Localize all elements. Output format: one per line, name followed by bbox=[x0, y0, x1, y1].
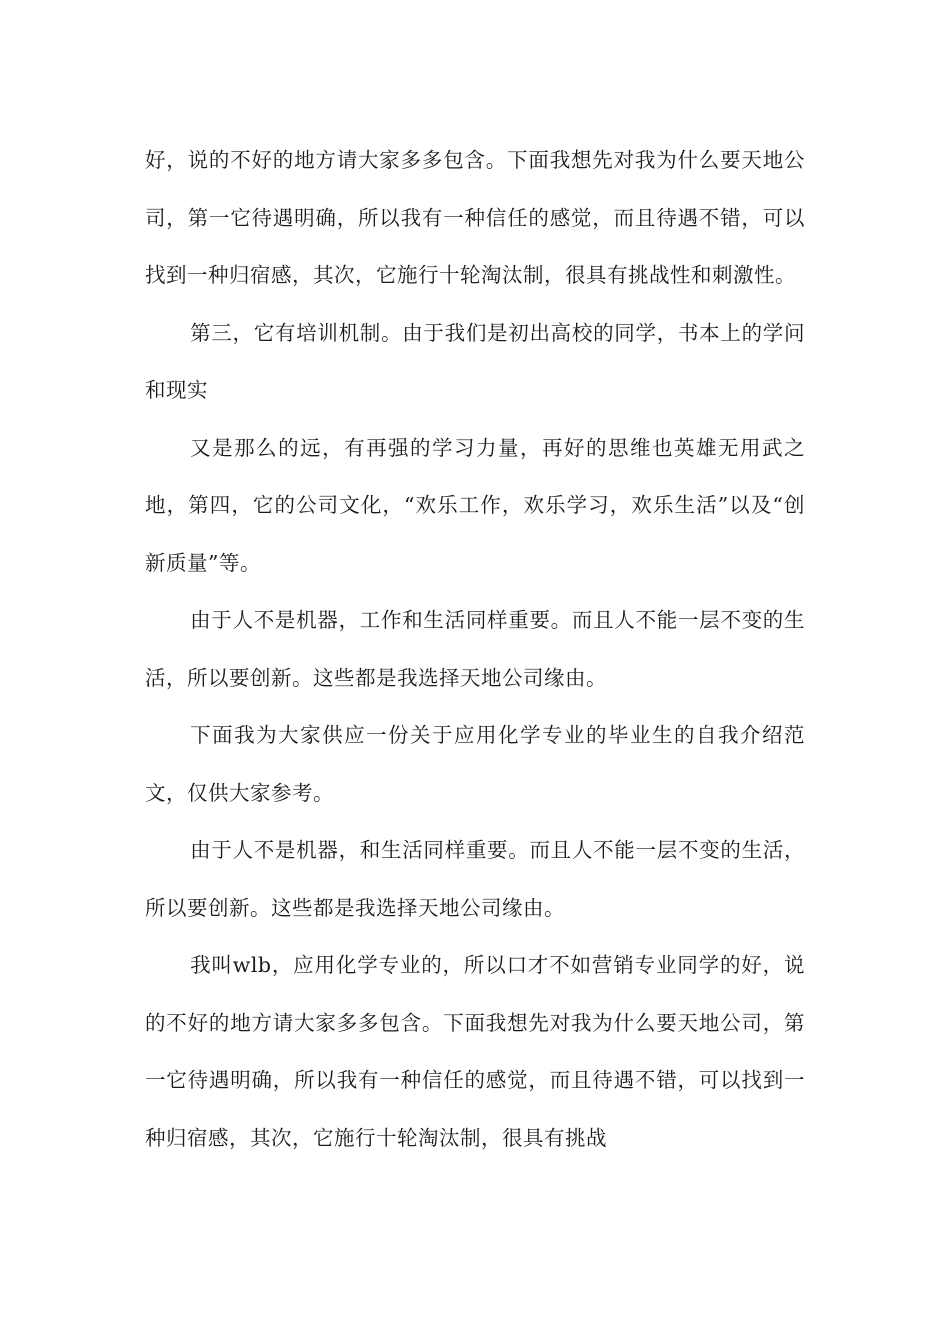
document-body bbox=[145, 132, 805, 1167]
paragraph-3: 又是那么的远，有再强的学习力量，再好的思维也英雄无用武之地，第四，它的公司文化，“欢乐工作，欢乐学习，欢乐生活”以及“创新质量”等。 bbox=[145, 435, 805, 575]
paragraph-1: 好，说的不好的地方请大家多多包含。下面我想先对我为什么要天地公司，第一它待遇明确，所以我有一种信任的感觉，而且待遇不错，可以找到一种归宿感，其次，它施行十轮淘汰制，很具有挑战性和刺激性。 bbox=[145, 148, 805, 287]
paragraph-5: 下面我为大家供应一份关于应用化学专业的毕业生的自我介绍范文，仅供大家参考。 bbox=[145, 723, 805, 805]
paragraph-4: 由于人不是机器，工作和生活同样重要。而且人不能一层不变的生活，所以要创新。这些都是我选择天地公司缘由。 bbox=[145, 608, 805, 690]
paragraph-6: 由于人不是机器，和生活同样重要。而且人不能一层不变的生活，所以要创新。这些都是我选择天地公司缘由。 bbox=[145, 838, 805, 920]
paragraph-2: 第三，它有培训机制。由于我们是初出高校的同学，书本上的学问和现实 bbox=[145, 320, 805, 402]
paragraph-7: 我叫wlb，应用化学专业的，所以口才不如营销专业同学的好，说的不好的地方请大家多多包含。下面我想先对我为什么要天地公司，第一它待遇明确，所以我有一种信任的感觉，而且待遇不错，可以找到一种归宿感，其次，它施行十轮淘汰制，很具有挑战 bbox=[145, 953, 805, 1150]
